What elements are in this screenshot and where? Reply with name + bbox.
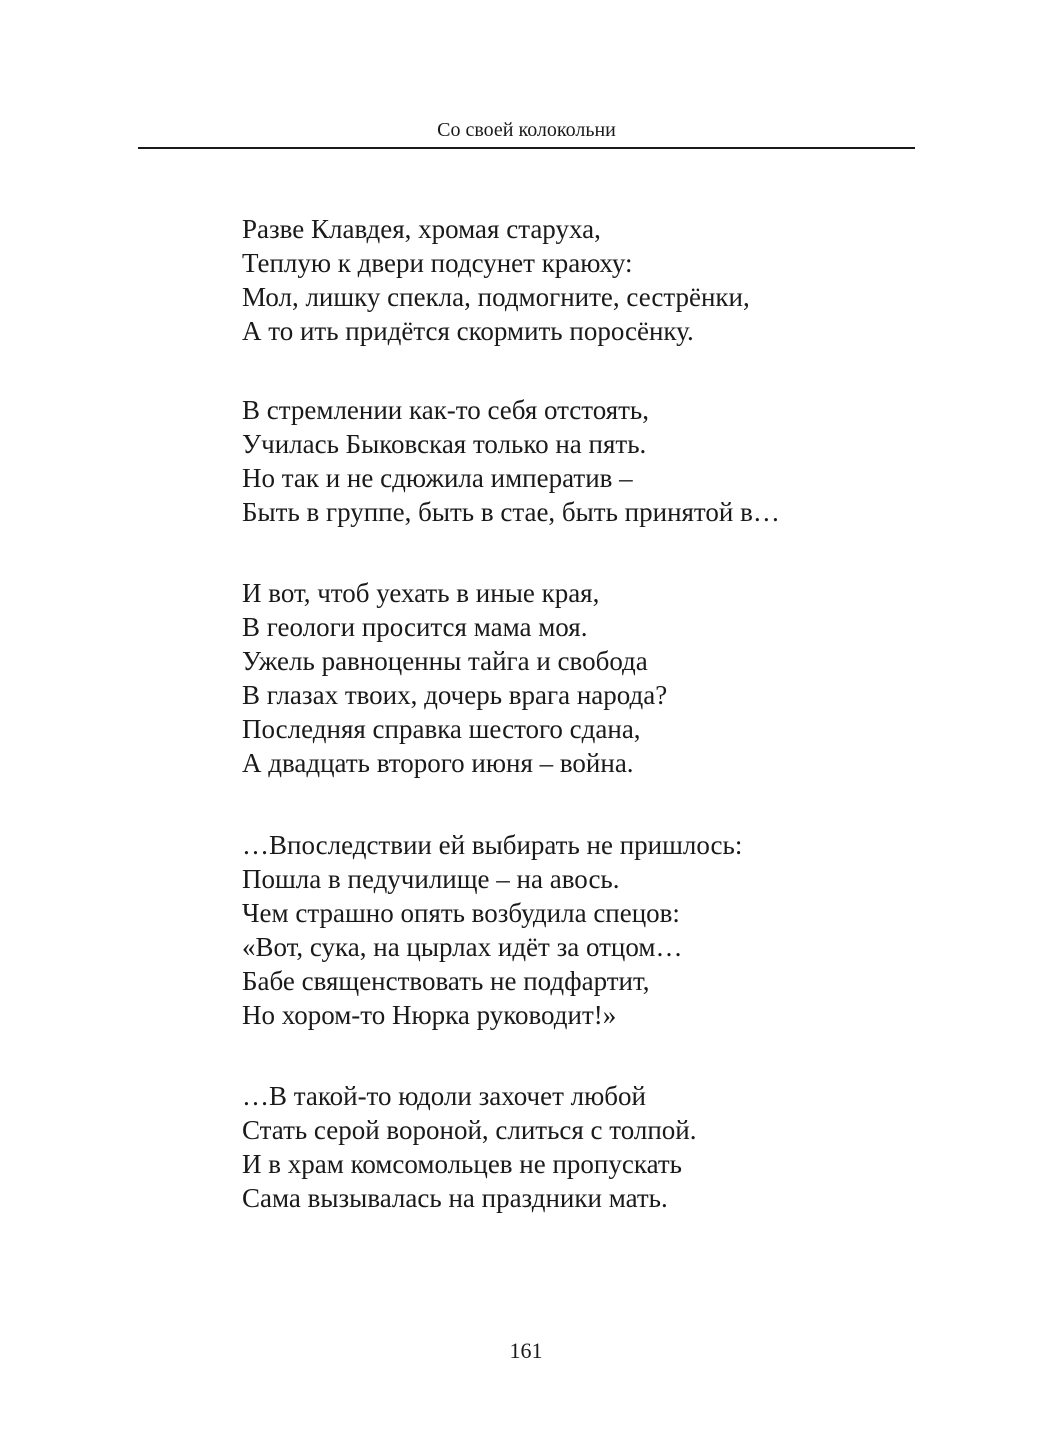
poem-line: Но так и не сдюжила императив – — [242, 463, 633, 493]
poem-line: В глазах твоих, дочерь врага народа? — [242, 680, 668, 710]
poem-line: Стать серой вороной, слиться с толпой. — [242, 1115, 697, 1145]
poem-line: Сама вызывалась на праздники мать. — [242, 1183, 668, 1213]
poem-line: Чем страшно опять возбудила спецов: — [242, 898, 680, 928]
poem-line: …В такой-то юдоли захочет любой — [242, 1081, 646, 1111]
stanza — [242, 576, 667, 780]
stanza — [242, 1079, 697, 1215]
stanza — [242, 212, 750, 348]
poem-line: «Вот, сука, на цырлах идёт за отцом… — [242, 932, 683, 962]
poem-line: Училась Быковская только на пять. — [242, 429, 647, 459]
poem-line: И вот, чтоб уехать в иные края, — [242, 578, 600, 608]
poem-line: Но хором-то Нюрка руководит!» — [242, 1000, 617, 1030]
poem-line: Теплую к двери подсунет краюху: — [242, 248, 633, 278]
running-head: Со своей колокольни — [437, 119, 616, 141]
poem-line: Бабе священствовать не подфартит, — [242, 966, 650, 996]
poem-line: А то ить придётся скормить поросёнку. — [242, 316, 694, 346]
poem-line: В геологи просится мама моя. — [242, 612, 588, 642]
poem-line: А двадцать второго июня – война. — [242, 748, 634, 778]
stanza — [242, 393, 780, 529]
poem-line: …Впоследствии ей выбирать не пришлось: — [242, 830, 743, 860]
page-number: 161 — [509, 1338, 543, 1363]
poem-line: В стремлении как-то себя отстоять, — [242, 395, 649, 425]
poem-line: Разве Клавдея, хромая старуха, — [242, 214, 601, 244]
poem-line: Быть в группе, быть в стае, быть принятой в… — [242, 497, 780, 527]
poem-line: Пошла в педучилище – на авось. — [242, 864, 620, 894]
poem-line: Ужель равноценны тайга и свобода — [242, 646, 648, 676]
poem-line: И в храм комсомольцев не пропускать — [242, 1149, 682, 1179]
poem-line: Мол, лишку спекла, подмогните, сестрёнки, — [242, 282, 750, 312]
poem-line: Последняя справка шестого сдана, — [242, 714, 641, 744]
stanza — [242, 828, 742, 1032]
